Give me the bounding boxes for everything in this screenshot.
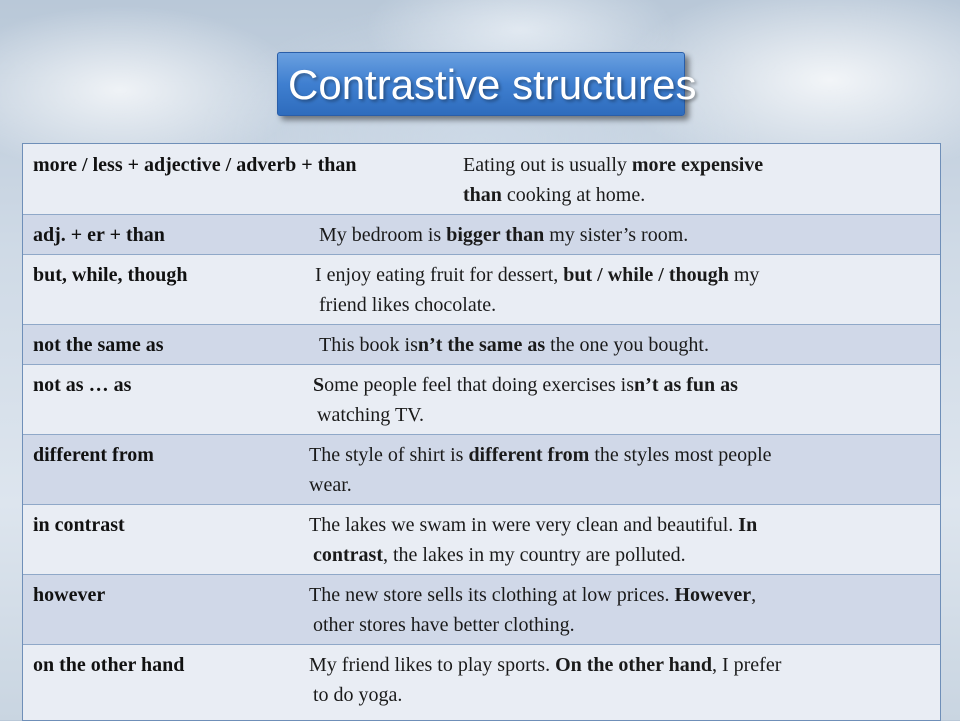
example-bold-run: different from bbox=[468, 444, 590, 466]
example-bold-run: n’t the same as bbox=[417, 334, 546, 356]
example-cell bbox=[309, 650, 789, 710]
example-line bbox=[309, 440, 772, 470]
example-text-run: I enjoy eating fruit for dessert, bbox=[315, 264, 564, 286]
example-bold-run: contrast bbox=[313, 544, 383, 566]
example-line bbox=[315, 260, 759, 290]
table-row bbox=[23, 255, 940, 325]
example-cell bbox=[319, 220, 696, 250]
example-line bbox=[463, 180, 763, 210]
structure-cell: on the other hand bbox=[33, 654, 185, 676]
title-box bbox=[277, 52, 697, 116]
example-cell bbox=[315, 260, 767, 320]
example-text-run: friend likes chocolate. bbox=[319, 294, 497, 316]
example-text-run: watching TV. bbox=[317, 404, 425, 426]
table-row bbox=[23, 505, 940, 575]
structure-cell: in contrast bbox=[33, 514, 125, 536]
table-row bbox=[23, 325, 940, 365]
example-bold-run: than bbox=[463, 184, 502, 206]
example-text-run: The lakes we swam in were very clean and beautiful. bbox=[309, 514, 739, 536]
example-cell bbox=[309, 580, 764, 640]
example-cell bbox=[313, 370, 746, 430]
example-text-run: the styles most people bbox=[589, 444, 772, 466]
example-line bbox=[319, 220, 688, 250]
example-text-run: The new store sells its clothing at low prices. bbox=[309, 584, 675, 606]
table-row bbox=[23, 215, 940, 255]
structure-cell: but, while, though bbox=[33, 264, 188, 286]
example-bold-run: more expensive bbox=[631, 154, 764, 176]
example-line bbox=[313, 400, 738, 430]
example-cell bbox=[309, 440, 780, 500]
example-text-run: the one you bought. bbox=[545, 334, 709, 356]
contrastive-structures-table bbox=[22, 143, 941, 721]
example-line bbox=[463, 150, 763, 180]
example-cell bbox=[463, 150, 771, 210]
example-cell bbox=[319, 330, 717, 360]
example-text-run: , the lakes in my country are polluted. bbox=[382, 544, 686, 566]
example-text-run: other stores have better clothing. bbox=[313, 614, 575, 636]
example-line bbox=[309, 680, 781, 710]
example-bold-run: but / while / though bbox=[563, 264, 729, 286]
example-text-run: , bbox=[751, 584, 757, 606]
example-bold-run: On the other hand bbox=[555, 654, 712, 676]
example-line bbox=[319, 330, 709, 360]
table-row bbox=[23, 144, 940, 215]
example-text-run: cooking at home. bbox=[501, 184, 646, 206]
structure-cell: however bbox=[33, 584, 106, 606]
slide-title: Contrastive structures bbox=[288, 61, 697, 108]
structure-cell: different from bbox=[33, 444, 154, 466]
example-text-run: ome people feel that doing exercises is bbox=[324, 374, 635, 396]
structure-cell: more / less + adjective / adverb + than bbox=[33, 154, 357, 176]
example-bold-run: bigger than bbox=[446, 224, 545, 246]
example-line bbox=[309, 610, 756, 640]
table-row bbox=[23, 645, 940, 720]
example-text-run: to do yoga. bbox=[313, 684, 403, 706]
example-line bbox=[309, 580, 756, 610]
example-text-run: wear. bbox=[309, 474, 352, 496]
example-text-run: my bbox=[728, 264, 760, 286]
example-text-run: Eating out is usually bbox=[463, 154, 632, 176]
table-row bbox=[23, 435, 940, 505]
example-bold-run: n’t as fun as bbox=[634, 374, 738, 396]
table-row bbox=[23, 575, 940, 645]
structure-cell: not the same as bbox=[33, 334, 164, 356]
example-text-run: This book is bbox=[319, 334, 418, 356]
example-text-run: , I prefer bbox=[711, 654, 782, 676]
example-text-run: The style of shirt is bbox=[309, 444, 469, 466]
table-row bbox=[23, 365, 940, 435]
structure-cell: not as … as bbox=[33, 374, 132, 396]
example-line bbox=[309, 650, 781, 680]
example-line bbox=[309, 510, 757, 540]
example-line bbox=[309, 540, 757, 570]
example-bold-run: In bbox=[738, 514, 758, 536]
example-cell bbox=[309, 510, 765, 570]
example-bold-run: S bbox=[313, 374, 325, 396]
example-text-run: my sister’s room. bbox=[544, 224, 689, 246]
example-line bbox=[313, 370, 738, 400]
structure-cell: adj. + er + than bbox=[33, 224, 165, 246]
example-text-run: My friend likes to play sports. bbox=[309, 654, 556, 676]
example-line bbox=[315, 290, 759, 320]
example-text-run: My bedroom is bbox=[319, 224, 447, 246]
example-bold-run: However bbox=[674, 584, 752, 606]
example-line bbox=[309, 470, 772, 500]
